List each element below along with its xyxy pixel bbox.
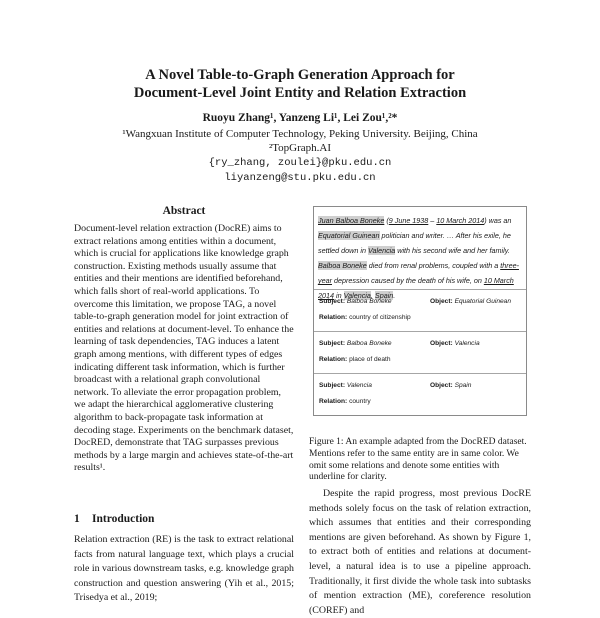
entity-mention: 10 March 2014 <box>436 216 485 225</box>
text-span: ( <box>384 216 389 225</box>
text-span: ) was an <box>484 216 512 225</box>
section-heading-introduction <box>74 513 154 525</box>
relation-entry-2 <box>314 331 526 374</box>
text-span: – <box>428 216 437 225</box>
relation-label: Relation: <box>319 398 348 405</box>
section-number: 1 <box>74 513 80 525</box>
figure-1-box <box>313 206 527 416</box>
object-label: Object: <box>430 340 453 347</box>
object-label: Object: <box>430 298 453 305</box>
object-label: Object: <box>430 382 453 389</box>
relation-entry-1 <box>314 289 526 332</box>
section-title: Introduction <box>92 513 155 525</box>
relation-label: Relation: <box>319 314 348 321</box>
affiliation-2: ²TopGraph.AI <box>268 142 332 154</box>
object-value: Spain <box>454 382 472 389</box>
subject-label: Subject: <box>319 298 346 305</box>
entity-mention: Balboa Boneke <box>318 261 367 270</box>
entity-mention: Juan Balboa Boneke <box>318 216 385 225</box>
abstract-text: Document-level relation extraction (DocRE) aims to extract relations among entities within a document, which is crucial for applications like knowledge graph construction. Existing methods usually assume that entities and their mentions are identified beforehand, which falls short of real-world applications. To overcome this limitation, we propose TAG, a novel table-to-graph generation model for joint extraction of entities and relations at document-level. To enhance the learning of task dependencies, TAG induces a latent graph among mentions, with different types of edges indicating different task information, which is further broadcast with a relational graph convolutional network. To alleviate the error propagation problem, we adapt the hierarchical agglomerative clustering algorithm to back-propagate task information at decoding stage. Experiments on the benchmark dataset, DocRED, demonstrate that TAG surpasses previous methods by a large margin and achieves state-of-the-art results¹. <box>74 223 294 474</box>
text-span: with his second wife and her family. <box>395 246 510 255</box>
abstract-body <box>74 223 294 475</box>
entity-mention: Valencia <box>367 246 396 255</box>
object-value: Valencia <box>454 340 480 347</box>
abstract-heading: Abstract <box>162 205 206 217</box>
object-value: Equatorial Guinean <box>454 298 512 305</box>
subject-value: Valencia <box>346 382 372 389</box>
relation-value: country <box>349 398 371 405</box>
entity-mention: 9 June 1938 <box>388 216 429 225</box>
email-2: liyanzeng@stu.pku.edu.cn <box>224 172 376 184</box>
introduction-text: Relation extraction (RE) is the task to extract relational facts from natural language text, which plays a crucial role in various downstream tasks, e.g. knowledge graph construction and question answering (Yih et al., 2015; Trisedya et al., 2019; <box>74 534 294 604</box>
text-span: depression caused by the death of his wife, on <box>331 276 484 285</box>
email-1: {ry_zhang, zoulei}@pku.edu.cn <box>208 157 392 169</box>
authors: Ruoyu Zhang¹, Yanzeng Li¹, Lei Zou¹,²* <box>202 112 398 124</box>
entity-mention: Valencia <box>343 291 371 300</box>
affiliation-1: ¹Wangxuan Institute of Computer Technology, Peking University. Beijing, China <box>122 128 478 140</box>
relation-entry-3 <box>314 373 526 416</box>
paper-title-line-1: A Novel Table-to-Graph Generation Approach for <box>145 67 455 83</box>
text-span: , <box>370 291 375 300</box>
text-span: in <box>334 291 344 300</box>
right-column-body <box>309 487 531 618</box>
subject-value: Balboa Boneke <box>346 340 392 347</box>
text-span: politician and writer. … After his exile, he settled down in <box>318 231 511 255</box>
relation-label: Relation: <box>319 356 348 363</box>
relation-value: country of citizenship <box>349 314 411 321</box>
subject-label: Subject: <box>319 382 346 389</box>
figure-1-caption: Figure 1: An example adapted from the DocRED dataset. Mentions refer to the same entity are in same color. We omit some relations and denote some entities with underline for clarity. <box>309 437 527 483</box>
entity-mention: Spain <box>374 291 394 300</box>
text-span: . <box>393 291 396 300</box>
relation-value: place of death <box>349 356 391 363</box>
subject-label: Subject: <box>319 340 346 347</box>
entity-mention: Equatorial Guinean <box>318 231 380 240</box>
text-span: died from renal problems, coupled with a <box>366 261 501 270</box>
paper-title-line-2: Document-Level Joint Entity and Relation Extraction <box>133 85 467 101</box>
entity-mention: three-year <box>318 261 519 285</box>
paragraph: Despite the rapid progress, most previous DocRE methods solely focus on the task of relation extraction, which assumes that entities and their corresponding mentions are given beforehand. As shown by Figure 1, to extract both of entities and relations at document-level, a natural idea is to use a pipeline approach. Traditionally, it first divide the whole task into subtasks of mention extraction (ME), coreference resolution (COREF) and <box>309 488 531 616</box>
subject-value: Balboa Boneke <box>346 298 392 305</box>
entity-mention: 10 March 2014 <box>318 276 514 300</box>
